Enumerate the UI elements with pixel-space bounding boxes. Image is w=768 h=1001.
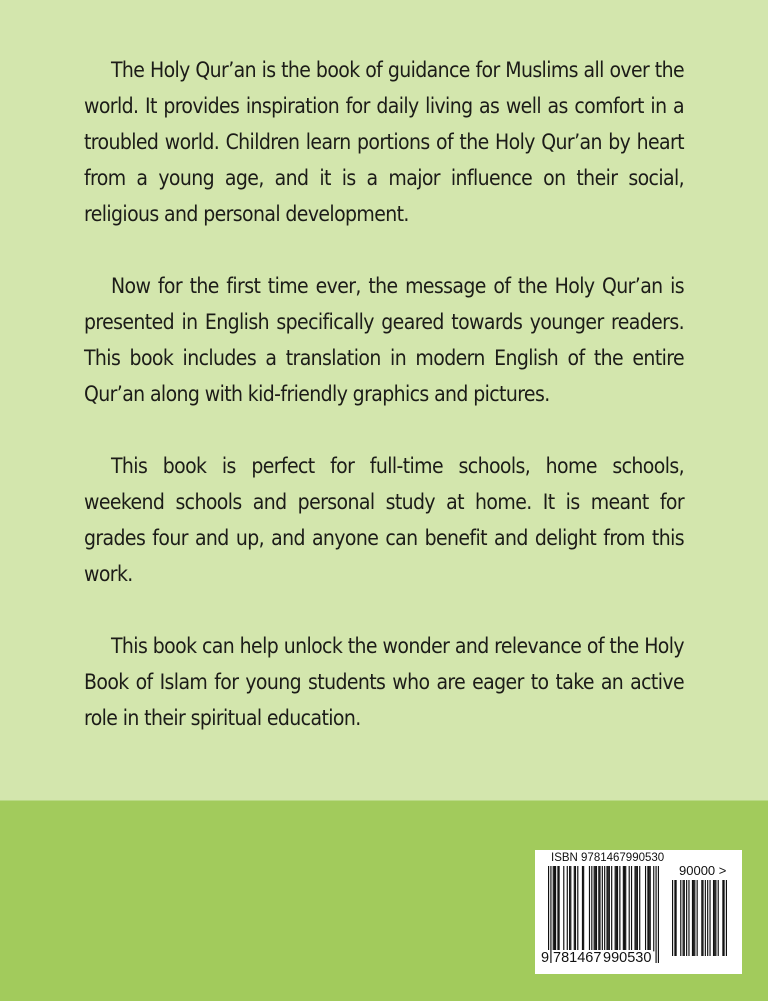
- barcode-bar: [625, 866, 626, 951]
- addon-bars: [672, 880, 727, 956]
- barcode-bar: [645, 866, 646, 951]
- addon-bar: [722, 880, 723, 956]
- addon-bar: [683, 880, 684, 956]
- blurb-paragraph-3: This book is perfect for full-time schools, home schools, weekend schools and personal study at home. It is meant for grades four and up, and anyone can benefit and delight from this work.: [84, 454, 684, 586]
- blurb-paragraph-4: This book can help unlock the wonder and relevance of the Holy Book of Islam for young students who are eager to take an active role in their spiritual education.: [84, 634, 684, 730]
- barcode-bar: [598, 866, 599, 951]
- addon-bar: [723, 880, 724, 956]
- barcode-bar: [554, 866, 555, 951]
- barcode-bar: [648, 866, 649, 951]
- addon-bar: [686, 880, 687, 956]
- barcode-bar: [555, 866, 556, 951]
- barcode-bar: [637, 866, 638, 951]
- barcode-digits-right: 990530: [603, 950, 652, 966]
- barcode-bar: [611, 866, 612, 951]
- barcode-bar: [583, 866, 584, 951]
- barcode-bar: [602, 866, 603, 963]
- isbn-barcode: [535, 850, 742, 974]
- barcode-bar: [570, 866, 571, 951]
- blurb-paragraph-1: The Holy Qur’an is the book of guidance for Muslims all over the world. It provides inspiration for daily living as well as comfort in a troubled world. Children learn portions of the Holy Qur’an by heart from a young age, and it is a major influence on their social, religious and personal development.: [84, 58, 684, 226]
- barcode-bar: [582, 866, 583, 951]
- barcode-bar: [629, 866, 630, 951]
- addon-bar: [692, 880, 693, 956]
- price-code-label: 90000 >: [679, 863, 727, 878]
- addon-bar: [709, 880, 710, 956]
- addon-bar: [705, 880, 706, 956]
- barcode-bar: [617, 866, 618, 951]
- addon-bar: [672, 880, 673, 956]
- barcode-bar: [550, 866, 551, 963]
- barcode-bar: [619, 866, 620, 951]
- barcode-bar: [577, 866, 578, 951]
- addon-bar: [674, 880, 675, 956]
- addon-bar: [702, 880, 703, 956]
- barcode-bar: [596, 866, 597, 951]
- barcode-bar: [563, 866, 564, 951]
- addon-bar: [680, 880, 681, 956]
- barcode-bar: [589, 866, 590, 951]
- blurb-paragraph-2: Now for the first time ever, the message of the Holy Qur’an is presented in English specifically geared towards younger readers. This book includes a translation in modern English of the entire Qur’an along with kid-friendly graphics and pictures.: [84, 274, 684, 406]
- barcode-bar: [655, 866, 656, 963]
- barcode-bar: [553, 866, 554, 951]
- barcode-bar: [574, 866, 575, 951]
- barcode-bar: [595, 866, 596, 951]
- back-cover-blurb: [84, 52, 684, 736]
- barcode-bar: [616, 866, 617, 951]
- isbn-label: ISBN 9781467990530: [551, 852, 665, 864]
- addon-bar: [707, 880, 708, 956]
- barcode-bar: [608, 866, 609, 951]
- barcode-bar: [634, 866, 635, 951]
- addon-bar: [713, 880, 714, 956]
- barcode-bar: [653, 866, 654, 951]
- addon-bar: [714, 880, 715, 956]
- addon-bar: [726, 880, 727, 956]
- barcode-bar: [650, 866, 651, 951]
- barcode-bar: [636, 866, 637, 951]
- barcode-bar: [609, 866, 610, 951]
- barcode-bar: [606, 866, 607, 951]
- ean13-bars: [548, 866, 659, 963]
- barcode-bar: [639, 866, 640, 951]
- addon-bar: [684, 880, 685, 956]
- barcode-bar: [624, 866, 625, 951]
- addon-bar: [697, 880, 698, 956]
- barcode-bar: [548, 866, 549, 963]
- barcode-bar: [631, 866, 632, 951]
- barcode-bar: [658, 866, 659, 963]
- barcode-bar: [567, 866, 568, 951]
- barcode-bar: [559, 866, 560, 951]
- barcode-bar: [615, 866, 616, 951]
- addon-bar: [676, 880, 677, 956]
- addon-bar: [693, 880, 694, 956]
- addon-bar: [718, 880, 719, 956]
- barcode-bar: [599, 866, 600, 951]
- barcode-bar: [569, 866, 570, 951]
- addon-bar: [701, 880, 702, 956]
- addon-bar: [688, 880, 689, 956]
- barcode-digits-left: 781467: [553, 950, 602, 966]
- addon-bar: [715, 880, 716, 956]
- barcode-bar: [594, 866, 595, 951]
- barcode-bar: [647, 866, 648, 951]
- barcode-bar: [591, 866, 592, 951]
- barcode-bar: [557, 866, 558, 951]
- addon-bar: [694, 880, 695, 956]
- barcode-bar: [623, 866, 624, 951]
- barcode-bar: [604, 866, 605, 963]
- barcode-bar: [575, 866, 576, 951]
- barcode-digit-first: 9: [541, 950, 550, 966]
